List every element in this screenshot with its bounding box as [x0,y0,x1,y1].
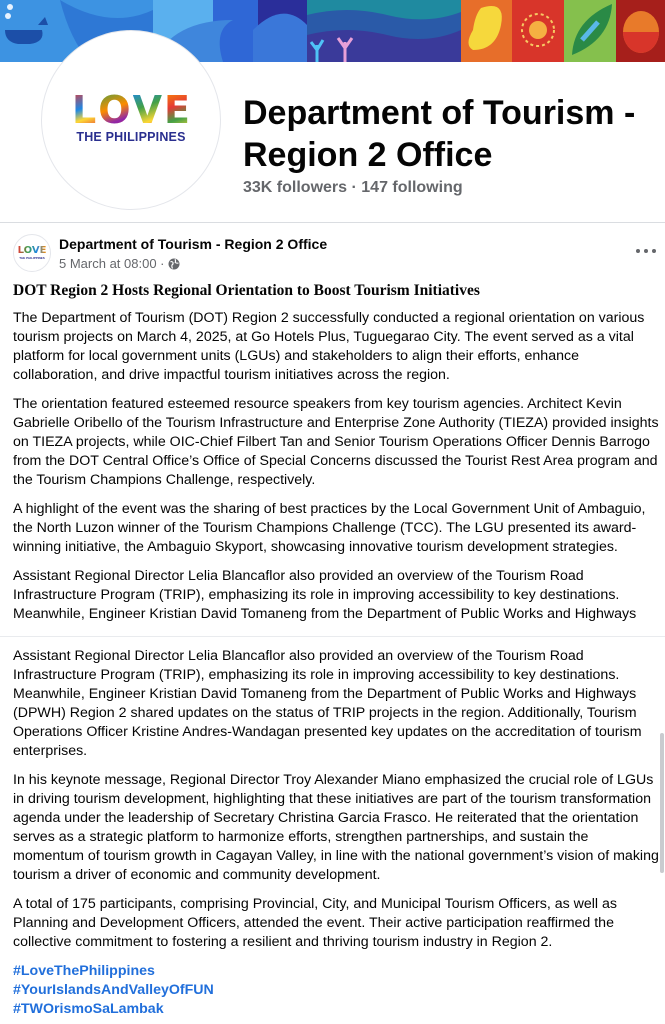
post-paragraph: The Department of Tourism (DOT) Region 2 successfully conducted a regional orientation on various tourism projects on March 4, 2025, at Go Hotels Plus, Tuguegarao City. The event served as a vital platform for local government units (LGUs) and stakeholders to align their efforts, enhance collaboration, and drive impactful tourism initiatives across the region. [13,310,645,383]
globe-icon [168,258,180,270]
more-options-icon [636,249,640,253]
sun-icon [512,0,564,62]
more-options-button[interactable] [636,244,656,258]
post-paragraph: The orientation featured esteemed resource speakers from key tourism agencies. Architect Kevin Gabrielle Oribello of the Tourism Infrastructure and Enterprise Zone Authority (TIEZA) provided insights on TIEZA projects, while OIC-Chief Filbert Tan and Senior Tourism Operations Officer Dennis Barrogo from the DOT Central Office’s Office of Special Concerns discussed the Tourist Rest Area program and the Tourism Champions Challenge, respectively. [13,396,659,488]
screenshot-seam [0,636,665,637]
post-paragraph: Assistant Regional Director Lelia Blancaflor also provided an overview of the Tourism Road Infrastructure Program (TRIP), emphasizing its role in improving accessibility to key destinations. Meanwhile, Engineer Kristian David Tomaneng from the Department of Public Works and Highways [13,568,637,622]
followers-link[interactable]: 33K followers [243,179,348,196]
hashtag-link[interactable]: #YourIslandsAndValleyOfFUN [13,982,214,998]
hashtag-link[interactable]: #TWOrismoSaLambak [13,1001,164,1017]
logo-subtext: THE PHILIPPINES [76,129,186,144]
logo-letter: L [72,87,97,132]
stats-separator: · [351,179,357,196]
post-paragraph: A highlight of the event was the sharing of best practices by the Local Government Unit of Ambaguio, the North Luzon winner of the Tourism Champions Challenge (TCC). The LGU presented its award-winning initiative, the Ambaguio Skyport, showcasing innovative tourism development strategies. [13,501,646,555]
post-author-name[interactable]: Department of Tourism - Region 2 Office [59,236,328,252]
logo-letter: O [98,87,131,132]
hashtag-link[interactable]: #LoveThePhilippines [13,963,155,979]
post-meta [59,256,180,271]
more-options-icon [644,249,648,253]
logo-letter: V [132,87,162,132]
fish-leaf-icon [564,0,616,62]
post-body-segment-1 [13,309,661,635]
post-paragraph: A total of 175 participants, comprising Provincial, City, and Municipal Tourism Officers, as well as Planning and Development Officers, attended the event. Their active participation reaffirmed the collective commitment to fostering a resilient and thriving tourism industry in Region 2. [13,896,618,950]
sunset-icon [616,0,665,62]
post-author-avatar[interactable] [13,234,51,272]
post-paragraph: Assistant Regional Director Lelia Blancaflor also provided an overview of the Tourism Road Infrastructure Program (TRIP), emphasizing its role in improving accessibility to key destinations. Meanwhile, Engineer Kristian David Tomaneng from the Department of Public Works and Highways (DPWH) Region 2 shared updates on the status of TRIP projects in the region. Additionally, Tourism Operations Officer Kristine Andres-Wandagan presented key updates on the accreditation of tourism enterprises. [13,648,642,759]
page-title: Department of Tourism - Region 2 Office [243,94,636,174]
profile-picture[interactable] [41,30,221,210]
post-body-segment-2 [13,647,661,1019]
hashtag-list [13,962,661,1019]
section-divider [0,222,665,223]
logo-letter: E [163,87,190,132]
more-options-icon [652,249,656,253]
love-logo [72,87,190,132]
avatar-logo-sub: THE PHILIPPINES [19,256,45,260]
scrollbar-thumb[interactable] [660,733,664,873]
avatar-logo: LOVE [17,245,47,256]
following-link[interactable]: 147 following [361,179,463,196]
coral-icon [307,0,461,62]
post-paragraph: In his keynote message, Regional Director Troy Alexander Miano emphasized the crucial role of LGUs in driving tourism development, highlighting that these initiatives are part of the tourism transformation agenda under the leadership of Secretary Christina Garcia Frasco. He reiterated that the orientation serves as a strategic platform to harmonize efforts, strengthen partnerships, and sustain the momentum of tourism growth in Cagayan Valley, in line with the national government’s vision of making tourism a driver of economic and community development. [13,772,659,883]
post-headline: DOT Region 2 Hosts Regional Orientation to Boost Tourism Initiatives [13,282,480,299]
mango-icon [461,0,512,62]
page-stats [243,179,463,197]
post-timestamp[interactable]: 5 March at 08:00 · [59,256,165,271]
